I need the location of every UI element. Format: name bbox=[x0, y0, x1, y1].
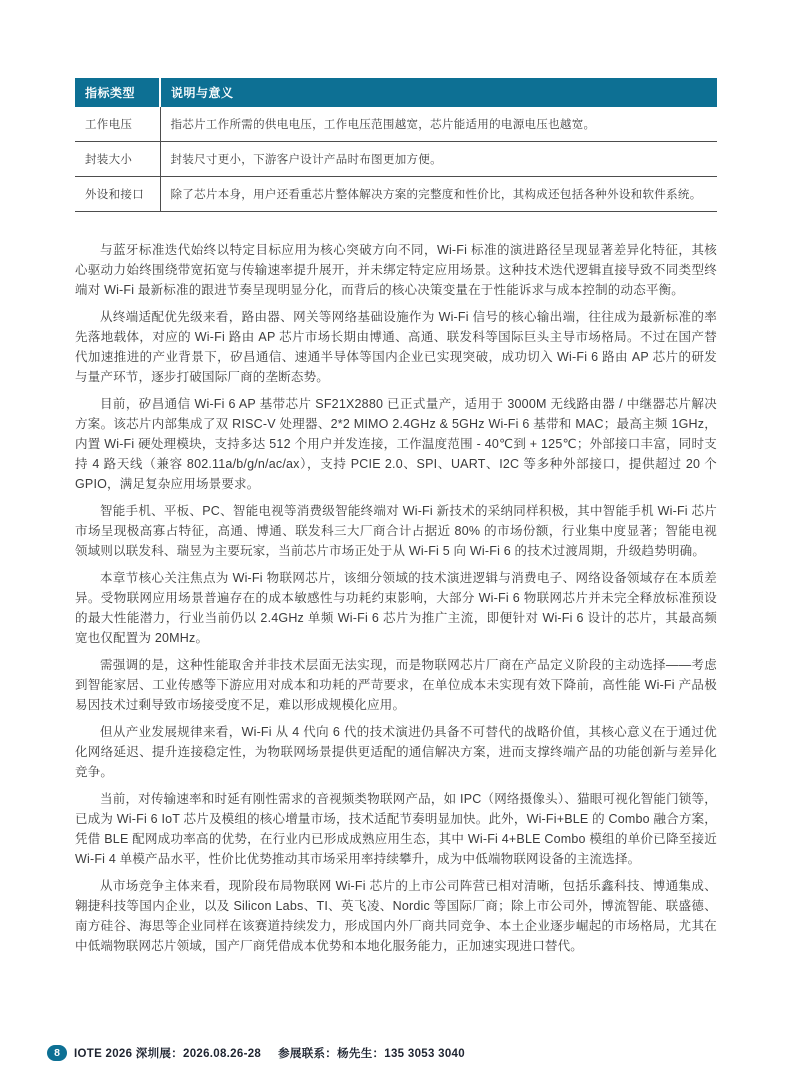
paragraph: 当前，对传输速率和时延有刚性需求的音视频类物联网产品，如 IPC（网络摄像头）、猫眼可视化智能门锁等，已成为 Wi-Fi 6 IoT 芯片及模组的核心增量市场，技术适配节奏明显加快。此外，Wi-Fi+BLE 的 Combo 融合方案，凭借 BLE 配网成功率高的优势，在行业内已形成成熟应用生态，其中 Wi-Fi 4+BLE Combo 模组的单价已降至接近 Wi-Fi 4 单模产品水平，性价比优势推动其市场采用率持续攀升，成为中低端物联网设备的主流选择。 bbox=[75, 792, 717, 866]
paragraph: 智能手机、平板、PC、智能电视等消费级智能终端对 Wi-Fi 新技术的采纳同样积极，其中智能手机 Wi-Fi 芯片市场呈现极高寡占特征，高通、博通、联发科三大厂商合计占据近 80% 的市场份额，行业集中度显著；智能电视领域则以联发科、瑞昱为主要玩家，当前芯片市场正处于从 Wi-Fi 5 向 Wi-Fi 6 的技术过渡周期，升级趋势明确。 bbox=[75, 504, 717, 558]
row-type-label: 外设和接口 bbox=[75, 177, 160, 212]
paragraph: 从市场竞争主体来看，现阶段布局物联网 Wi-Fi 芯片的上市公司阵营已相对清晰，包括乐鑫科技、博通集成、翱捷科技等国内企业，以及 Silicon Labs、TI、英飞凌、Nordic 等国际厂商；除上市公司外，博流智能、联盛德、南方硅谷、海思等企业同样在该赛道持续发力，形成国内外厂商共同竞争、本土企业逐步崛起的市场格局，尤其在中低端物联网芯片领域，国产厂商凭借成本优势和本地化服务能力，正加速实现进口替代。 bbox=[75, 879, 717, 953]
paragraph: 需强调的是，这种性能取舍并非技术层面无法实现，而是物联网芯片厂商在产品定义阶段的主动选择——考虑到智能家居、工业传感等下游应用对成本和功耗的严苛要求，在单位成本未实现有效下降前，高性能 Wi-Fi 产品极易因技术过剩导致市场接受度不足，难以形成规模化应用。 bbox=[75, 658, 717, 712]
paragraph: 与蓝牙标准迭代始终以特定目标应用为核心突破方向不同，Wi-Fi 标准的演进路径呈现显著差异化特征，其核心驱动力始终围绕带宽拓宽与传输速率提升展开，并未绑定特定应用场景。这种技术迭代逻辑直接导致不同类型终端对 Wi-Fi 最新标准的跟进节奏呈现明显分化，而背后的核心决策变量在于性能诉求与成本控制的动态平衡。 bbox=[75, 243, 717, 297]
paragraph: 从终端适配优先级来看，路由器、网关等网络基础设施作为 Wi-Fi 信号的核心输出端，往往成为最新标准的率先落地载体，对应的 Wi-Fi 路由 AP 芯片市场长期由博通、高通、联发科等国际巨头主导市场格局。不过在国产替代加速推进的产业背景下，矽昌通信、速通半导体等国内企业已实现突破，成功切入 Wi-Fi 6 路由 AP 芯片的研发与量产环节，逐步打破国际厂商的垄断态势。 bbox=[75, 310, 717, 384]
table-row bbox=[75, 142, 717, 177]
page-footer bbox=[47, 1044, 465, 1062]
table-header-type: 指标类型 bbox=[75, 78, 160, 107]
spec-table bbox=[75, 78, 717, 212]
table-header-meaning: 说明与意义 bbox=[160, 78, 717, 107]
row-description: 封装尺寸更小，下游客户设计产品时布图更加方便。 bbox=[160, 142, 717, 177]
row-type-label: 封装大小 bbox=[75, 142, 160, 177]
paragraph: 本章节核心关注焦点为 Wi-Fi 物联网芯片，该细分领域的技术演进逻辑与消费电子、网络设备领域存在本质差异。受物联网应用场景普遍存在的成本敏感性与功耗约束影响，大部分 Wi-Fi 6 物联网芯片并未完全释放标准预设的最大性能潜力，行业当前仍以 2.4GHz 单频 Wi-Fi 6 芯片为推广主流，即便针对 Wi-Fi 6 设计的芯片，其最高频宽也仅配置为 20MHz。 bbox=[75, 571, 717, 645]
row-description: 指芯片工作所需的供电电压，工作电压范围越宽，芯片能适用的电源电压也越宽。 bbox=[160, 107, 717, 142]
body-text bbox=[75, 240, 717, 956]
page-number-badge: 8 bbox=[47, 1045, 67, 1061]
document-content bbox=[75, 78, 717, 963]
paragraph: 目前，矽昌通信 Wi-Fi 6 AP 基带芯片 SF21X2880 已正式量产，适用于 3000M 无线路由器 / 中继器芯片解决方案。该芯片内部集成了双 RISC-V 处理器、2*2 MIMO 2.4GHz & 5GHz Wi-Fi 6 基带和 MAC；最高主频 1GHz，内置 Wi-Fi 硬处理模块，支持多达 512 个用户并发连接，工作温度范围 - 40℃到 + 125℃；外部接口丰富，同时支持 4 路天线（兼容 802.11a/b/g/n/ac/ax），支持 PCIE 2.0、SPI、UART、I2C 等多种外部接口，提供超过 20 个 GPIO，满足复杂应用场景要求。 bbox=[75, 397, 717, 491]
footer-event-text: IOTE 2026 深圳展：2026.08.26-28 bbox=[74, 1048, 262, 1060]
table-row bbox=[75, 177, 717, 212]
paragraph: 但从产业发展规律来看，Wi-Fi 从 4 代向 6 代的技术演进仍具备不可替代的战略价值，其核心意义在于通过优化网络延迟、提升连接稳定性，为物联网场景提供更适配的通信解决方案，进而支撑终端产品的功能创新与差异化竞争。 bbox=[75, 725, 717, 779]
table-row bbox=[75, 107, 717, 142]
table-header-row bbox=[75, 78, 717, 107]
footer-contact-text: 参展联系：杨先生：135 3053 3040 bbox=[278, 1048, 465, 1060]
row-description: 除了芯片本身，用户还看重芯片整体解决方案的完整度和性价比，其构成还包括各种外设和软件系统。 bbox=[160, 177, 717, 212]
row-type-label: 工作电压 bbox=[75, 107, 160, 142]
